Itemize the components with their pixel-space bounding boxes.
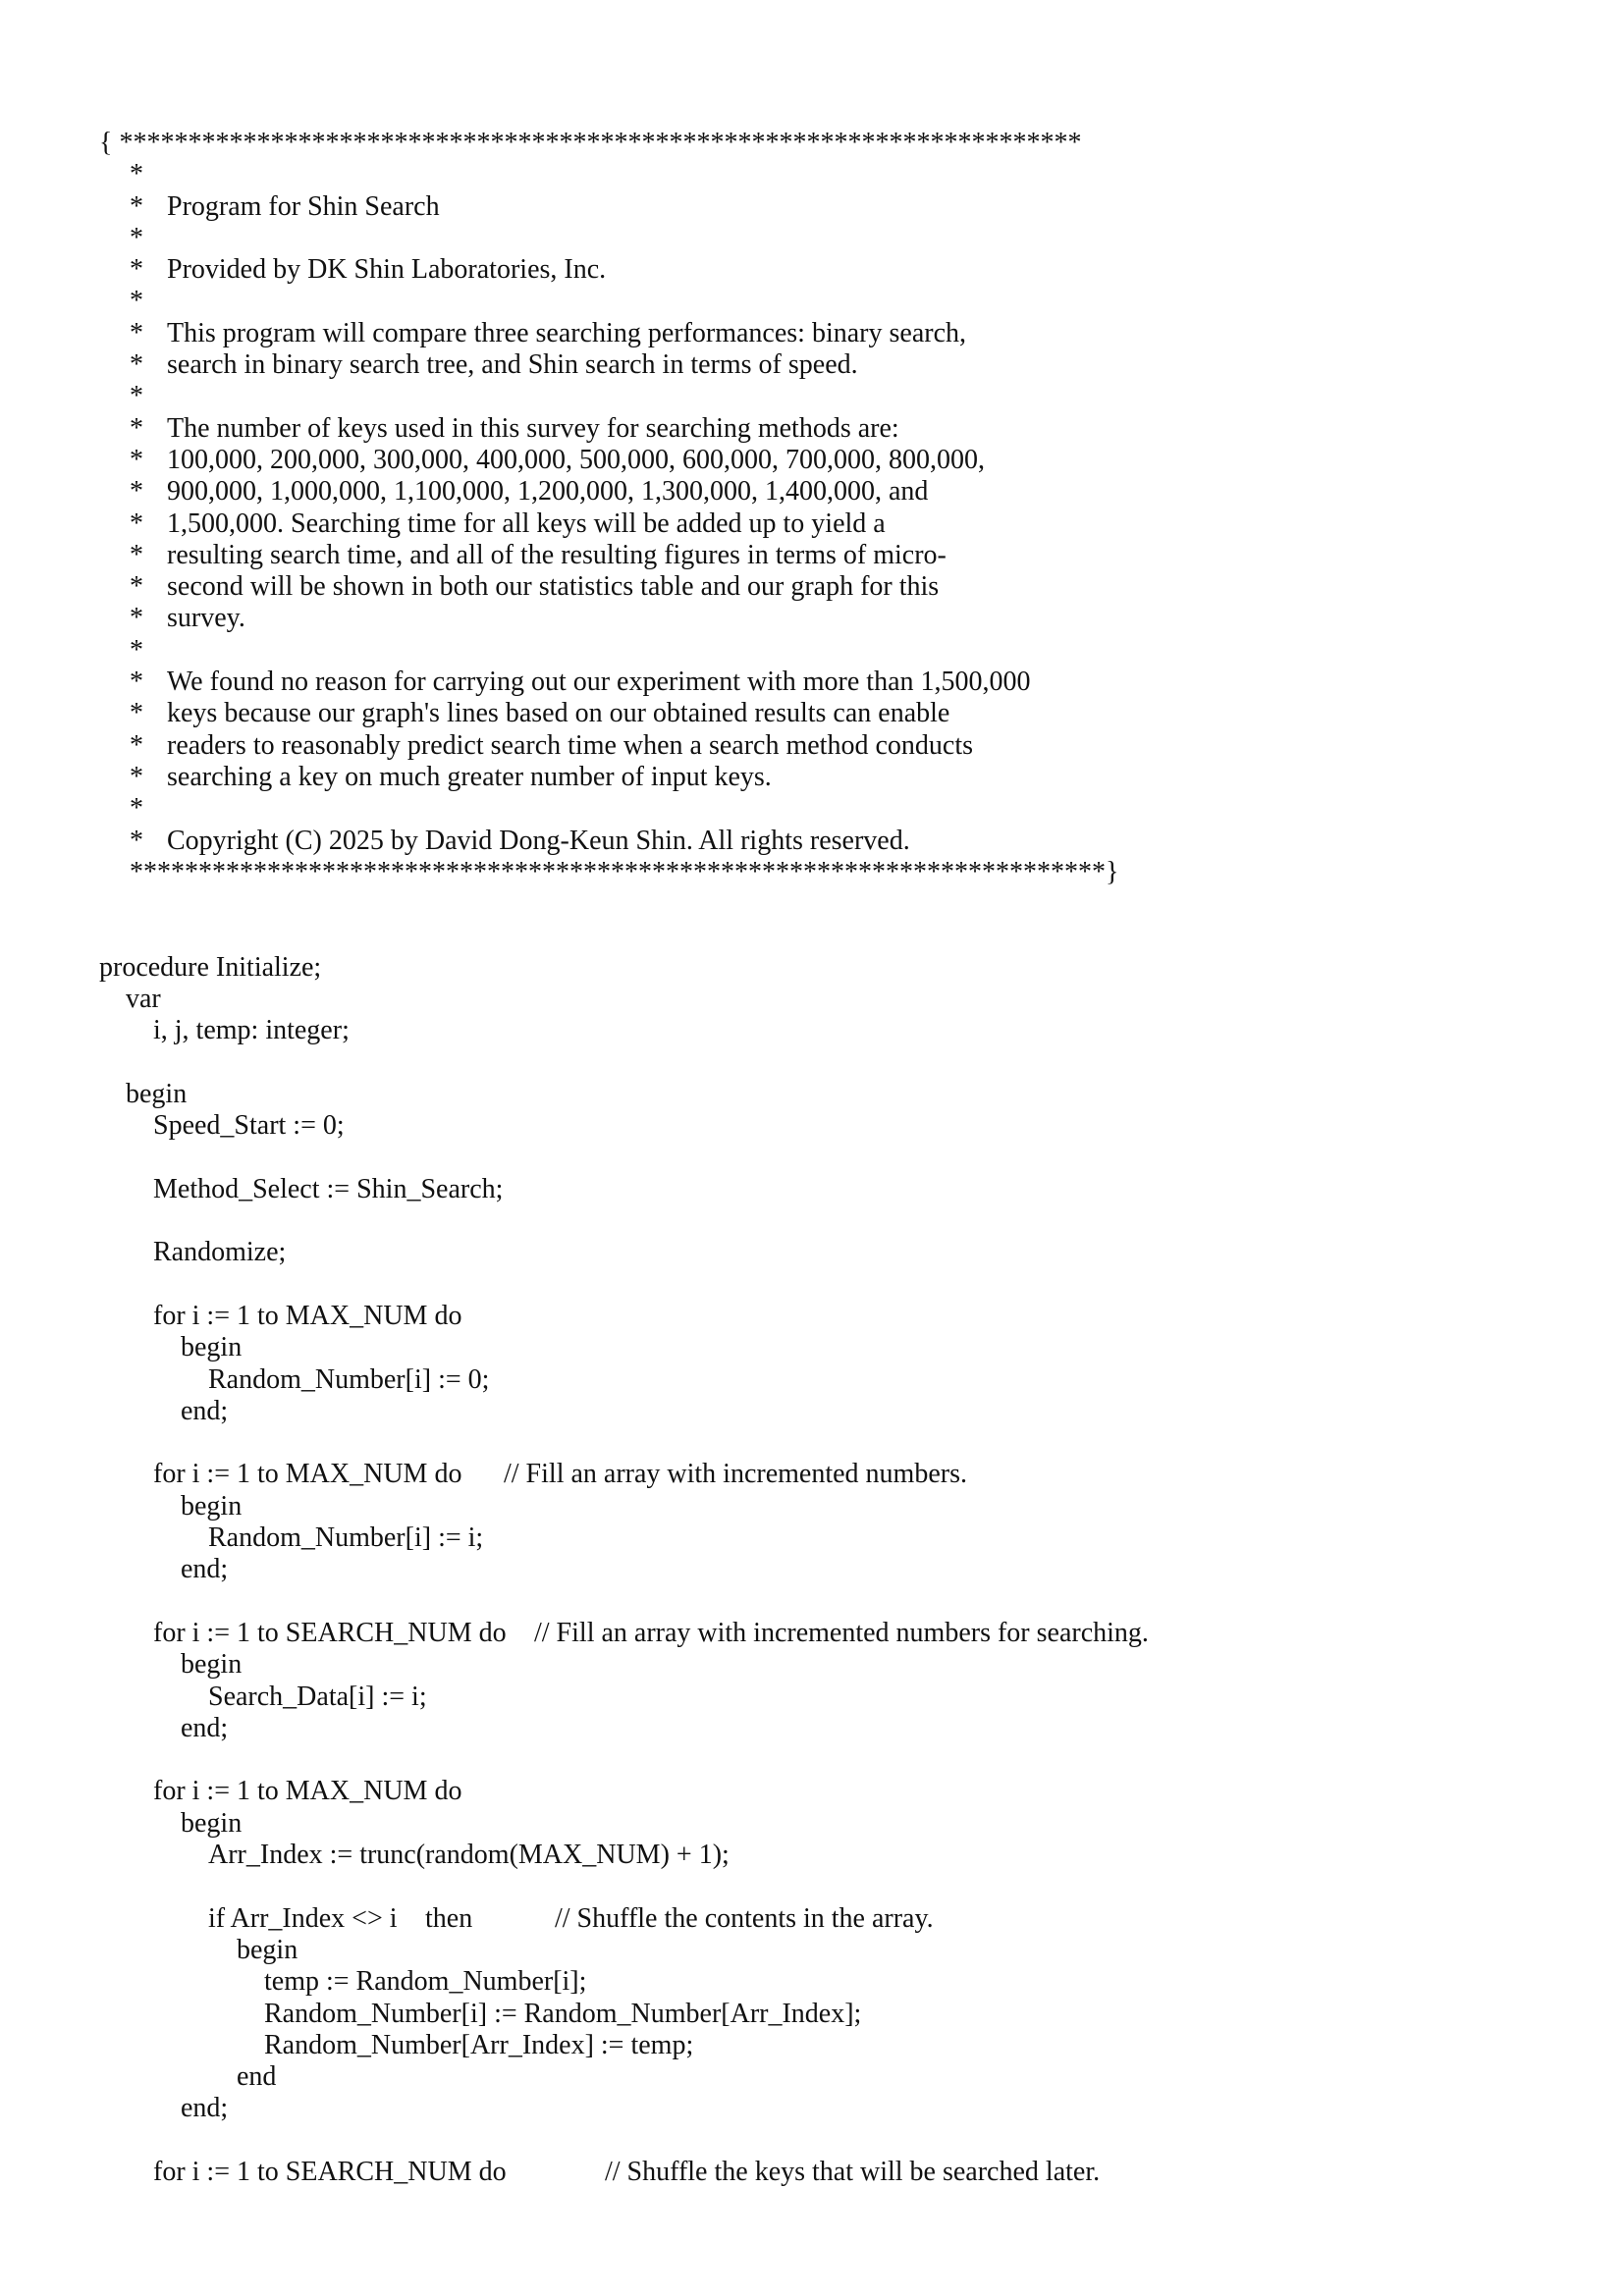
- comment-line: [0, 698, 1624, 729]
- comment-text: second will be shown in both our statistics table and our graph for this: [167, 571, 940, 603]
- blank-line: [0, 1047, 1624, 1079]
- inline-comment: // Shuffle the contents in the array.: [555, 1902, 934, 1934]
- code-line: [0, 2061, 1624, 2093]
- blank-line: [0, 1586, 1624, 1618]
- code-line: [0, 2157, 1624, 2188]
- code-text: Randomize;: [153, 1237, 287, 1268]
- code-line: [0, 1776, 1624, 1807]
- comment-asterisk: *: [130, 603, 143, 634]
- blank-line: [0, 2125, 1624, 2157]
- code-line: [0, 1808, 1624, 1840]
- code-line: [0, 1396, 1624, 1427]
- comment-asterisk: *: [130, 667, 143, 698]
- comment-line: [0, 413, 1624, 445]
- inline-comment: // Shuffle the keys that will be searched later.: [605, 2157, 1101, 2187]
- comment-line: [0, 349, 1624, 381]
- blank-line: [0, 1205, 1624, 1237]
- code-line: [0, 1999, 1624, 2030]
- code-text: begin: [181, 1490, 243, 1522]
- code-text: Search_Data[i] := i;: [208, 1681, 427, 1712]
- comment-text: searching a key on much greater number of input keys.: [167, 761, 772, 792]
- comment-line: [0, 762, 1624, 793]
- comment-line: [0, 254, 1624, 286]
- code-text: Method_Select := Shin_Search;: [153, 1173, 504, 1204]
- code-line: [0, 1522, 1624, 1554]
- code-text: end: [237, 2061, 277, 2093]
- blank-line: [0, 1143, 1624, 1174]
- comment-asterisk: *: [130, 507, 143, 539]
- blank-line: [0, 1744, 1624, 1776]
- code-text: begin: [181, 1332, 243, 1363]
- blank-line: [0, 1427, 1624, 1459]
- comment-open-line: [0, 128, 1624, 159]
- blank-line: [0, 888, 1624, 920]
- comment-asterisk: *: [130, 444, 143, 475]
- comment-asterisk: *: [130, 729, 143, 761]
- comment-line: [0, 793, 1624, 825]
- comment-asterisk: *: [130, 159, 143, 190]
- procedure-header: procedure Initialize;: [99, 951, 322, 983]
- code-line: [0, 1079, 1624, 1110]
- code-text: for i := 1 to MAX_NUM do: [153, 1300, 462, 1331]
- code-text: temp := Random_Number[i];: [264, 1966, 587, 1998]
- comment-text: 900,000, 1,000,000, 1,100,000, 1,200,000, 1,300,000, 1,400,000, and: [167, 476, 929, 507]
- code-line: [0, 1935, 1624, 1966]
- comment-line: [0, 445, 1624, 476]
- copyright-text: Copyright (C) 2025 by David Dong-Keun Shin. All rights reserved.: [167, 825, 910, 856]
- code-text: begin: [181, 1807, 243, 1839]
- comment-text: survey.: [167, 603, 245, 634]
- code-line: [0, 1332, 1624, 1363]
- code-text: Random_Number[i] := Random_Number[Arr_Index];: [264, 1998, 862, 2029]
- comment-text: search in binary search tree, and Shin search in terms of speed.: [167, 349, 858, 381]
- comment-line: [0, 223, 1624, 254]
- comment-line: [0, 286, 1624, 317]
- inline-comment: // Fill an array with incremented numbers.: [504, 1459, 967, 1490]
- code-text: begin: [181, 1649, 243, 1681]
- code-text: for i := 1 to MAX_NUM do: [153, 1776, 462, 1807]
- comment-asterisk: *: [130, 634, 143, 666]
- code-text: Random_Number[i] := 0;: [208, 1363, 490, 1395]
- comment-line: [0, 571, 1624, 603]
- comment-asterisk: *: [130, 825, 143, 856]
- program-title: Program for Shin Search: [167, 190, 440, 222]
- comment-line: [0, 508, 1624, 540]
- code-text: Speed_Start := 0;: [153, 1110, 345, 1142]
- code-line: [0, 1903, 1624, 1935]
- code-text: end;: [181, 1395, 229, 1426]
- blank-line: [0, 1871, 1624, 1902]
- code-text: end;: [181, 1554, 229, 1585]
- comment-asterisk: *: [130, 698, 143, 729]
- code-line: [0, 1713, 1624, 1744]
- code-line: [0, 1649, 1624, 1681]
- inline-comment: // Fill an array with incremented numbers for searching.: [534, 1617, 1149, 1648]
- comment-line: [0, 318, 1624, 349]
- code-line: [0, 1618, 1624, 1649]
- comment-asterisk: *: [130, 190, 143, 222]
- code-line: [0, 1364, 1624, 1396]
- comment-asterisk: *: [130, 571, 143, 603]
- comment-asterisk: *: [130, 349, 143, 381]
- comment-asterisk: *: [130, 761, 143, 792]
- code-line: [0, 1554, 1624, 1585]
- blank-line: [0, 920, 1624, 951]
- code-text: var: [126, 984, 161, 1015]
- comment-text: readers to reasonably predict search time when a search method conducts: [167, 729, 973, 761]
- comment-asterisk: *: [130, 254, 143, 286]
- comment-close-line: [0, 857, 1624, 888]
- comment-line: [0, 730, 1624, 762]
- comment-asterisk: *: [130, 539, 143, 570]
- code-line: [0, 952, 1624, 984]
- code-text: for i := 1 to MAX_NUM do: [153, 1459, 462, 1490]
- code-text: for i := 1 to SEARCH_NUM do: [153, 1617, 507, 1648]
- comment-text: The number of keys used in this survey for searching methods are:: [167, 412, 899, 444]
- code-text: begin: [237, 1934, 298, 1965]
- comment-line: [0, 191, 1624, 223]
- code-line: [0, 1174, 1624, 1205]
- code-text: end;: [181, 1712, 229, 1743]
- comment-asterisk: *: [130, 793, 143, 825]
- comment-asterisk: *: [130, 286, 143, 317]
- comment-open-stars: { **********************************************************************: [99, 128, 1082, 158]
- comment-text: resulting search time, and all of the resulting figures in terms of micro-: [167, 539, 947, 570]
- comment-text: 1,500,000. Searching time for all keys will be added up to yield a: [167, 507, 886, 539]
- code-line: [0, 2093, 1624, 2124]
- code-text: if Arr_Index <> i: [208, 1902, 398, 1934]
- comment-line: [0, 667, 1624, 698]
- code-text: i, j, temp: integer;: [153, 1015, 350, 1046]
- code-line: [0, 1015, 1624, 1046]
- code-text: Arr_Index := trunc(random(MAX_NUM) + 1);: [208, 1840, 730, 1871]
- code-line: [0, 1301, 1624, 1332]
- comment-text: 100,000, 200,000, 300,000, 400,000, 500,000, 600,000, 700,000, 800,000,: [167, 444, 985, 475]
- comment-line: [0, 635, 1624, 667]
- code-text: begin: [126, 1078, 188, 1109]
- code-text: for i := 1 to SEARCH_NUM do: [153, 2157, 507, 2187]
- blank-line: [0, 1269, 1624, 1301]
- then-keyword: then: [425, 1902, 473, 1934]
- comment-text: We found no reason for carrying out our experiment with more than 1,500,000: [167, 667, 1031, 698]
- comment-line: [0, 826, 1624, 857]
- comment-line: [0, 540, 1624, 571]
- comment-text: This program will compare three searching performances: binary search,: [167, 317, 966, 348]
- code-text: end;: [181, 2093, 229, 2124]
- code-line: [0, 1966, 1624, 1998]
- code-text: Random_Number[Arr_Index] := temp;: [264, 2029, 694, 2060]
- code-text: Random_Number[i] := i;: [208, 1522, 484, 1554]
- code-line: [0, 984, 1624, 1015]
- comment-close-stars: ***********************************************************************}: [130, 856, 1119, 887]
- code-line: [0, 1110, 1624, 1142]
- comment-asterisk: *: [130, 476, 143, 507]
- comment-line: [0, 476, 1624, 507]
- code-line: [0, 2030, 1624, 2061]
- comment-asterisk: *: [130, 317, 143, 348]
- code-line: [0, 1237, 1624, 1268]
- provider-text: Provided by DK Shin Laboratories, Inc.: [167, 254, 607, 286]
- comment-line: [0, 159, 1624, 190]
- comment-line: [0, 603, 1624, 634]
- comment-line: [0, 381, 1624, 412]
- code-line: [0, 1491, 1624, 1522]
- code-line: [0, 1459, 1624, 1490]
- source-listing: [0, 128, 1624, 2188]
- comment-asterisk: *: [130, 222, 143, 253]
- code-line: [0, 1682, 1624, 1713]
- code-line: [0, 1840, 1624, 1871]
- comment-asterisk: *: [130, 381, 143, 412]
- comment-text: keys because our graph's lines based on our obtained results can enable: [167, 698, 950, 729]
- comment-asterisk: *: [130, 412, 143, 444]
